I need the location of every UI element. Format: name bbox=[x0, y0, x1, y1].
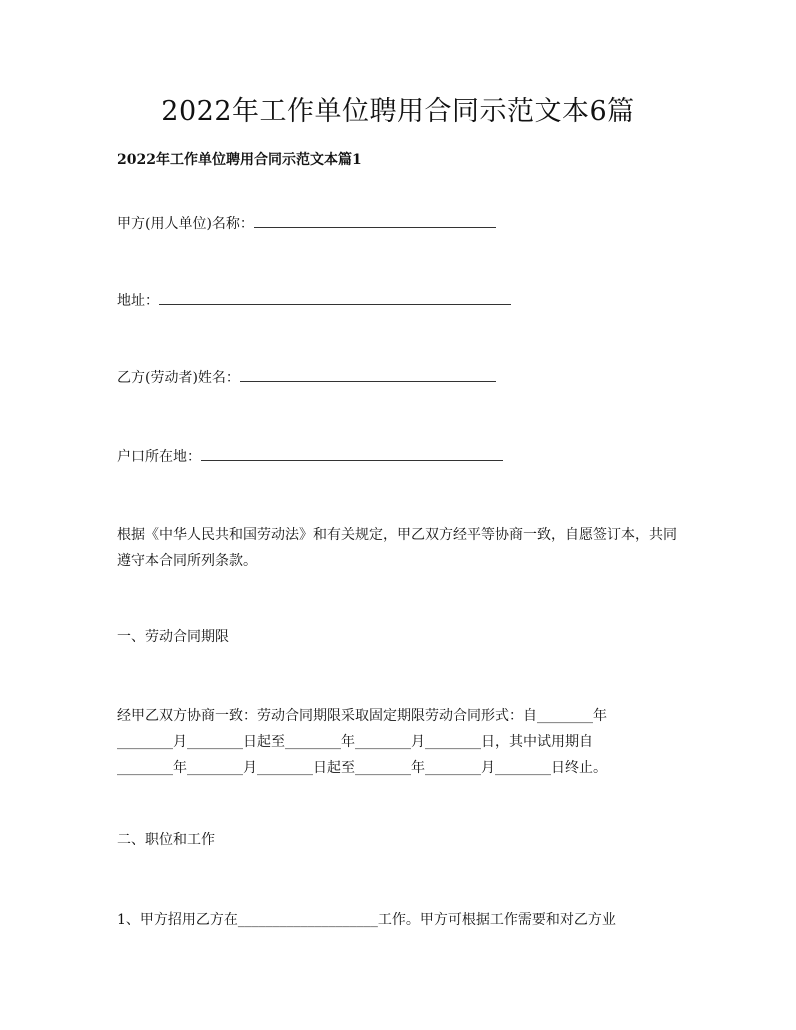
intro-paragraph: 根据《中华人民共和国劳动法》和有关规定，甲乙双方经平等协商一致，自愿签订本，共同遵守本合同所列条款。 bbox=[117, 527, 677, 569]
section-title: 2022年工作单位聘用合同示范文本篇1 bbox=[117, 152, 362, 168]
clause1-line-1: 经甲乙双方协商一致：劳动合同期限采取固定期限劳动合同形式：自________年 bbox=[117, 708, 607, 724]
address-label: 地址： bbox=[117, 293, 159, 309]
party-a-label: 甲方(用人单位)名称： bbox=[117, 216, 254, 232]
party-b-field bbox=[117, 367, 496, 388]
clause1-heading: 一、劳动合同期限 bbox=[117, 629, 229, 645]
address-field bbox=[117, 290, 511, 311]
clause2-item-1: 1、甲方招用乙方在____________________工作。甲方可根据工作需要和对乙方业 bbox=[117, 912, 616, 928]
party-a-field bbox=[117, 213, 496, 234]
document-title: 2022年工作单位聘用合同示范文本6篇 bbox=[161, 96, 635, 127]
clause1-line-3: ________年________月________日起至________年________月________日终止。 bbox=[117, 760, 607, 776]
clause1-line-2: ________月________日起至________年________月________日，其中试用期自 bbox=[117, 734, 593, 750]
party-a-blank bbox=[254, 213, 496, 228]
clause2-heading: 二、职位和工作 bbox=[117, 832, 215, 848]
party-b-label: 乙方(劳动者)姓名： bbox=[117, 370, 240, 386]
hukou-field bbox=[117, 446, 503, 467]
hukou-blank bbox=[201, 446, 503, 461]
hukou-label: 户口所在地： bbox=[117, 449, 201, 465]
party-b-blank bbox=[240, 367, 496, 382]
address-blank bbox=[159, 290, 511, 305]
